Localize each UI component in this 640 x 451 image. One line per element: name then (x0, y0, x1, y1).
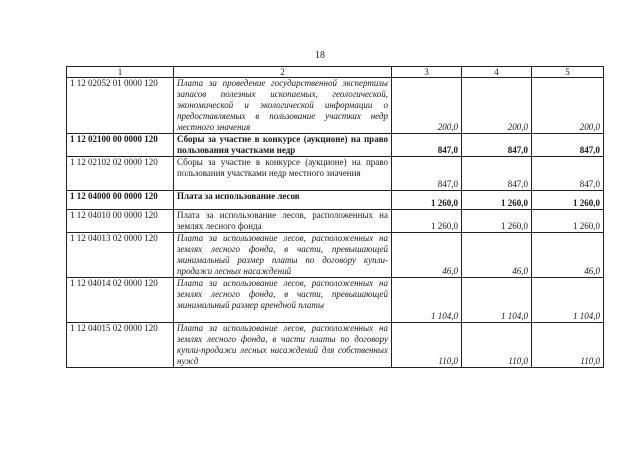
table-row (67, 157, 604, 191)
row-value-col3: 200,0 (392, 78, 462, 134)
header-col-5: 5 (532, 67, 604, 78)
table-row (67, 278, 604, 323)
table-row (67, 323, 604, 368)
row-code: 1 12 04010 00 0000 120 (67, 210, 174, 233)
row-value-col5: 847,0 (532, 157, 604, 191)
row-value-col5: 847,0 (532, 134, 604, 157)
header-col-4: 4 (462, 67, 532, 78)
row-value-col3: 110,0 (392, 323, 462, 368)
row-value-col4: 1 104,0 (462, 278, 532, 323)
row-code: 1 12 02100 00 0000 120 (67, 134, 174, 157)
row-description: Сборы за участие в конкурсе (аукционе) на право пользования участками недр (174, 134, 392, 157)
row-code: 1 12 02102 02 0000 120 (67, 157, 174, 191)
row-value-col3: 847,0 (392, 134, 462, 157)
row-code: 1 12 04013 02 0000 120 (67, 233, 174, 278)
budget-table (66, 66, 604, 368)
page-number: 18 (315, 50, 325, 61)
row-value-col3: 847,0 (392, 157, 462, 191)
row-value-col4: 1 260,0 (462, 210, 532, 233)
row-code: 1 12 04000 00 0000 120 (67, 191, 174, 210)
row-value-col3: 1 104,0 (392, 278, 462, 323)
row-description: Плата за использование лесов, расположенных на землях лесного фонда, в части платы по договору купли-продажи лесных насаждений для собственных нужд (174, 323, 392, 368)
row-value-col5: 1 104,0 (532, 278, 604, 323)
table-row (67, 191, 604, 210)
table-row (67, 134, 604, 157)
row-description: Плата за использование лесов, расположенных на землях лесного фонда (174, 210, 392, 233)
row-description: Плата за проведение государственной экспертизы запасов полезных ископаемых, геологической, экономической и экологической информации о предоставляемых в пользование участках недр местного значения (174, 78, 392, 134)
row-description: Плата за использование лесов, расположенных на землях лесного фонда, в части, превышающей минимальный размер арендной платы (174, 278, 392, 323)
row-value-col5: 1 260,0 (532, 191, 604, 210)
row-value-col4: 1 260,0 (462, 191, 532, 210)
row-value-col4: 110,0 (462, 323, 532, 368)
row-value-col3: 46,0 (392, 233, 462, 278)
table-row (67, 210, 604, 233)
header-row (67, 67, 604, 78)
row-value-col4: 847,0 (462, 134, 532, 157)
row-value-col3: 1 260,0 (392, 191, 462, 210)
row-description: Плата за использование лесов, расположенных на землях лесного фонда, в части, превышающей минимальный размер платы по договору купли-продажи лесных насаждений (174, 233, 392, 278)
row-value-col5: 110,0 (532, 323, 604, 368)
row-value-col5: 1 260,0 (532, 210, 604, 233)
row-description: Плата за использование лесов (174, 191, 392, 210)
row-value-col4: 46,0 (462, 233, 532, 278)
row-description: Сборы за участие в конкурсе (аукционе) на право пользования участками недр местного значения (174, 157, 392, 191)
row-value-col4: 847,0 (462, 157, 532, 191)
row-value-col3: 1 260,0 (392, 210, 462, 233)
table-row (67, 233, 604, 278)
row-code: 1 12 04015 02 0000 120 (67, 323, 174, 368)
row-code: 1 12 04014 02 0000 120 (67, 278, 174, 323)
table-row (67, 78, 604, 134)
row-value-col4: 200,0 (462, 78, 532, 134)
header-col-1: 1 (67, 67, 174, 78)
row-value-col5: 200,0 (532, 78, 604, 134)
row-code: 1 12 02052 01 0000 120 (67, 78, 174, 134)
row-value-col5: 46,0 (532, 233, 604, 278)
header-col-3: 3 (392, 67, 462, 78)
header-col-2: 2 (174, 67, 392, 78)
